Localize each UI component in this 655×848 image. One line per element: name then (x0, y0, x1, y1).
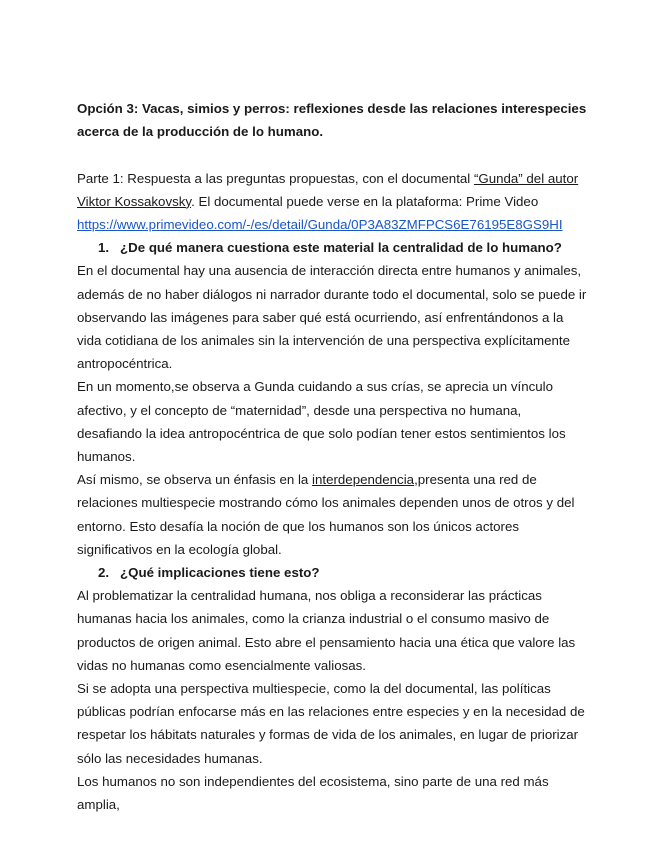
intro-suffix: . El documental puede verse en la plataforma: Prime Video (191, 193, 539, 209)
question-1-text: ¿De qué manera cuestiona este material la centralidad de lo humano? (120, 240, 562, 256)
q1-paragraph-2: En un momento,se observa a Gunda cuidando a sus crías, se aprecia un vínculo afectivo, y el concepto de “maternidad”, desde una perspectiva no humana, desafiando la idea antropocéntrica de que solo podían tener estos sentimientos los humanos. (77, 379, 566, 465)
q2-paragraph-1: Al problematizar la centralidad humana, nos obliga a reconsiderar las prácticas humanas hacia los animales, como la crianza industrial o el consumo masivo de productos de origen animal. Esto abre el pensamiento hacia una ética que valore las vidas no humanas como esencialmente valiosas. (77, 588, 576, 673)
interdependencia-term: interdependencia (312, 472, 415, 488)
q1-paragraph-3 (77, 468, 587, 561)
question-1 (77, 236, 587, 259)
intro-paragraph (77, 167, 587, 237)
blank-line (77, 143, 587, 166)
document-page (77, 97, 587, 816)
question-2-number: 2. (98, 565, 110, 581)
q2-paragraph-2: Si se adopta una perspectiva multiespecie, como la del documental, las políticas públicas podrían enfocarse más en las relaciones entre especies y en la necesidad de respetar los hábitats naturales y formas de vida de los animales, en lugar de priorizar sólo las necesidades humanas. (77, 681, 585, 766)
question-1-number: 1. (98, 240, 110, 256)
intro-prefix: Parte 1: Respuesta a las preguntas propuestas, con el documental (77, 170, 474, 186)
q1-p3-prefix: Así mismo, se observa un énfasis en la (77, 472, 313, 488)
question-2 (77, 561, 587, 584)
question-2-text: ¿Qué implicaciones tiene esto? (120, 565, 320, 581)
q1-p3-suffix: ,presenta una red de relaciones multiespecie mostrando cómo los animales dependen unos de otros y del entorno. Esto desafía la noción de que los humanos son los únicos actores significativos en la ecología global. (77, 472, 575, 557)
document-title: Opción 3: Vacas, simios y perros: reflexiones desde las relaciones interespecies acerca de la producción de lo humano. (77, 101, 587, 140)
q2-paragraph-3: Los humanos no son independientes del ecosistema, sino parte de una red más amplia, (77, 773, 549, 813)
q1-paragraph-1: En el documental hay una ausencia de interacción directa entre humanos y animales, además de no haber diálogos ni narrador durante todo el documental, solo se puede ir observando las imágenes para saber qué está ocurriendo, así enfrentándonos a la vida cotidiana de los animales sin la intervención de una perspectiva explícitamente antropocéntrica. (77, 263, 587, 372)
prime-video-link[interactable]: https://www.primevideo.com/-/es/detail/Gunda/0P3A83ZMFPCS6E76195E8GS9HI (77, 217, 563, 232)
documentary-reference[interactable]: “Gunda” del autor Viktor Kossakovsky (77, 170, 579, 209)
